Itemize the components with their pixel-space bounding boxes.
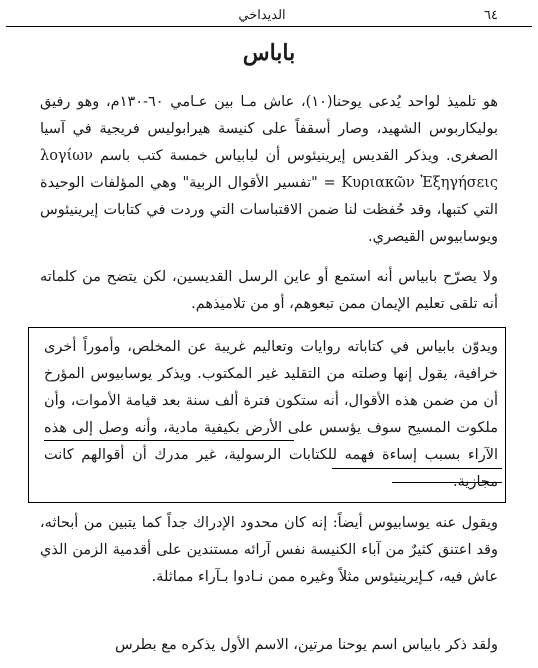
- underline-mark: [392, 482, 502, 483]
- paragraph-john: ولقد ذكر بابياس اسم يوحنا مرتين، الاسم الأول يذكره مع بطرس: [114, 637, 498, 653]
- section-heading: باباس: [242, 40, 296, 66]
- paragraph-eusebius: ويقول عنه يوسابيوس أيضاً: إنه كان محدود الإدراك جداً كما يتبين من أبحاثه، وقد اعتنق كثيرٌ من آباء الكنيسة نفس آرائه مستندين على أقدمية الزمن الذي عاش فيه، كـإيرينيئوس مثلاً وغيره ممن نـادوا بـآراء مماثلة.: [40, 515, 498, 585]
- running-header: [40, 4, 498, 26]
- underline-mark: [332, 468, 502, 469]
- paragraph-intro: هو تلميذ لواحد يُدعى يوحنا(١٠)، عاش مـا بين عـامي ٦٠-١٣٠م، وهو رفيق بوليكاربوس الشهيد، وصار أسقفاً على كنيسة هيرابوليس فريجية في آسيا الصغرى. ويذكر القديس إيرينيئوس أن لبابياس خمسة كتب باسم λογίων Κυριακῶν Ἐξηγήσεις = "تفسير الأقوال الربية" وهي المؤلفات الوحيدة التي كتبها، وقد حُفظت لنا ضمن الاقتباسات التي وردت في كتابات إيرينيئوس ويوسابيوس القيصري.: [40, 94, 498, 245]
- underline-mark: [44, 440, 294, 441]
- page-number: ٦٤: [484, 7, 498, 23]
- running-title: الديداخي: [238, 7, 286, 23]
- paragraph-disciples: ولا يصرّح بابياس أنه استمع أو عاين الرسل القديسين، لكن يتضح من كلماته أنه تلقى تعليم الإيمان ممن تبعوهم، أو من تلاميذهم.: [40, 269, 498, 312]
- paragraph-boxed: ويدوّن بابياس في كتاباته روايات وتعاليم غريبة عن المخلص، وأموراً أخرى خرافية، يقول إنها وصلته من التقليد غير المكتوب. ويذكر يوسابيوس المؤرخ أن من ضمن هذه الأقوال، أنه ستكون فترة ألف سنة بعد قيامة الأموات، وأن ملكوت المسيح سوف يؤسس على الأرض بكيفية مادية، وأنه وصل إلى هذه الآراء بسبب إساءة فهمه للكتابات الرسولية، غير مدرك أن أقوالهم كانت مجازية.: [44, 339, 498, 490]
- header-rule: [6, 26, 532, 27]
